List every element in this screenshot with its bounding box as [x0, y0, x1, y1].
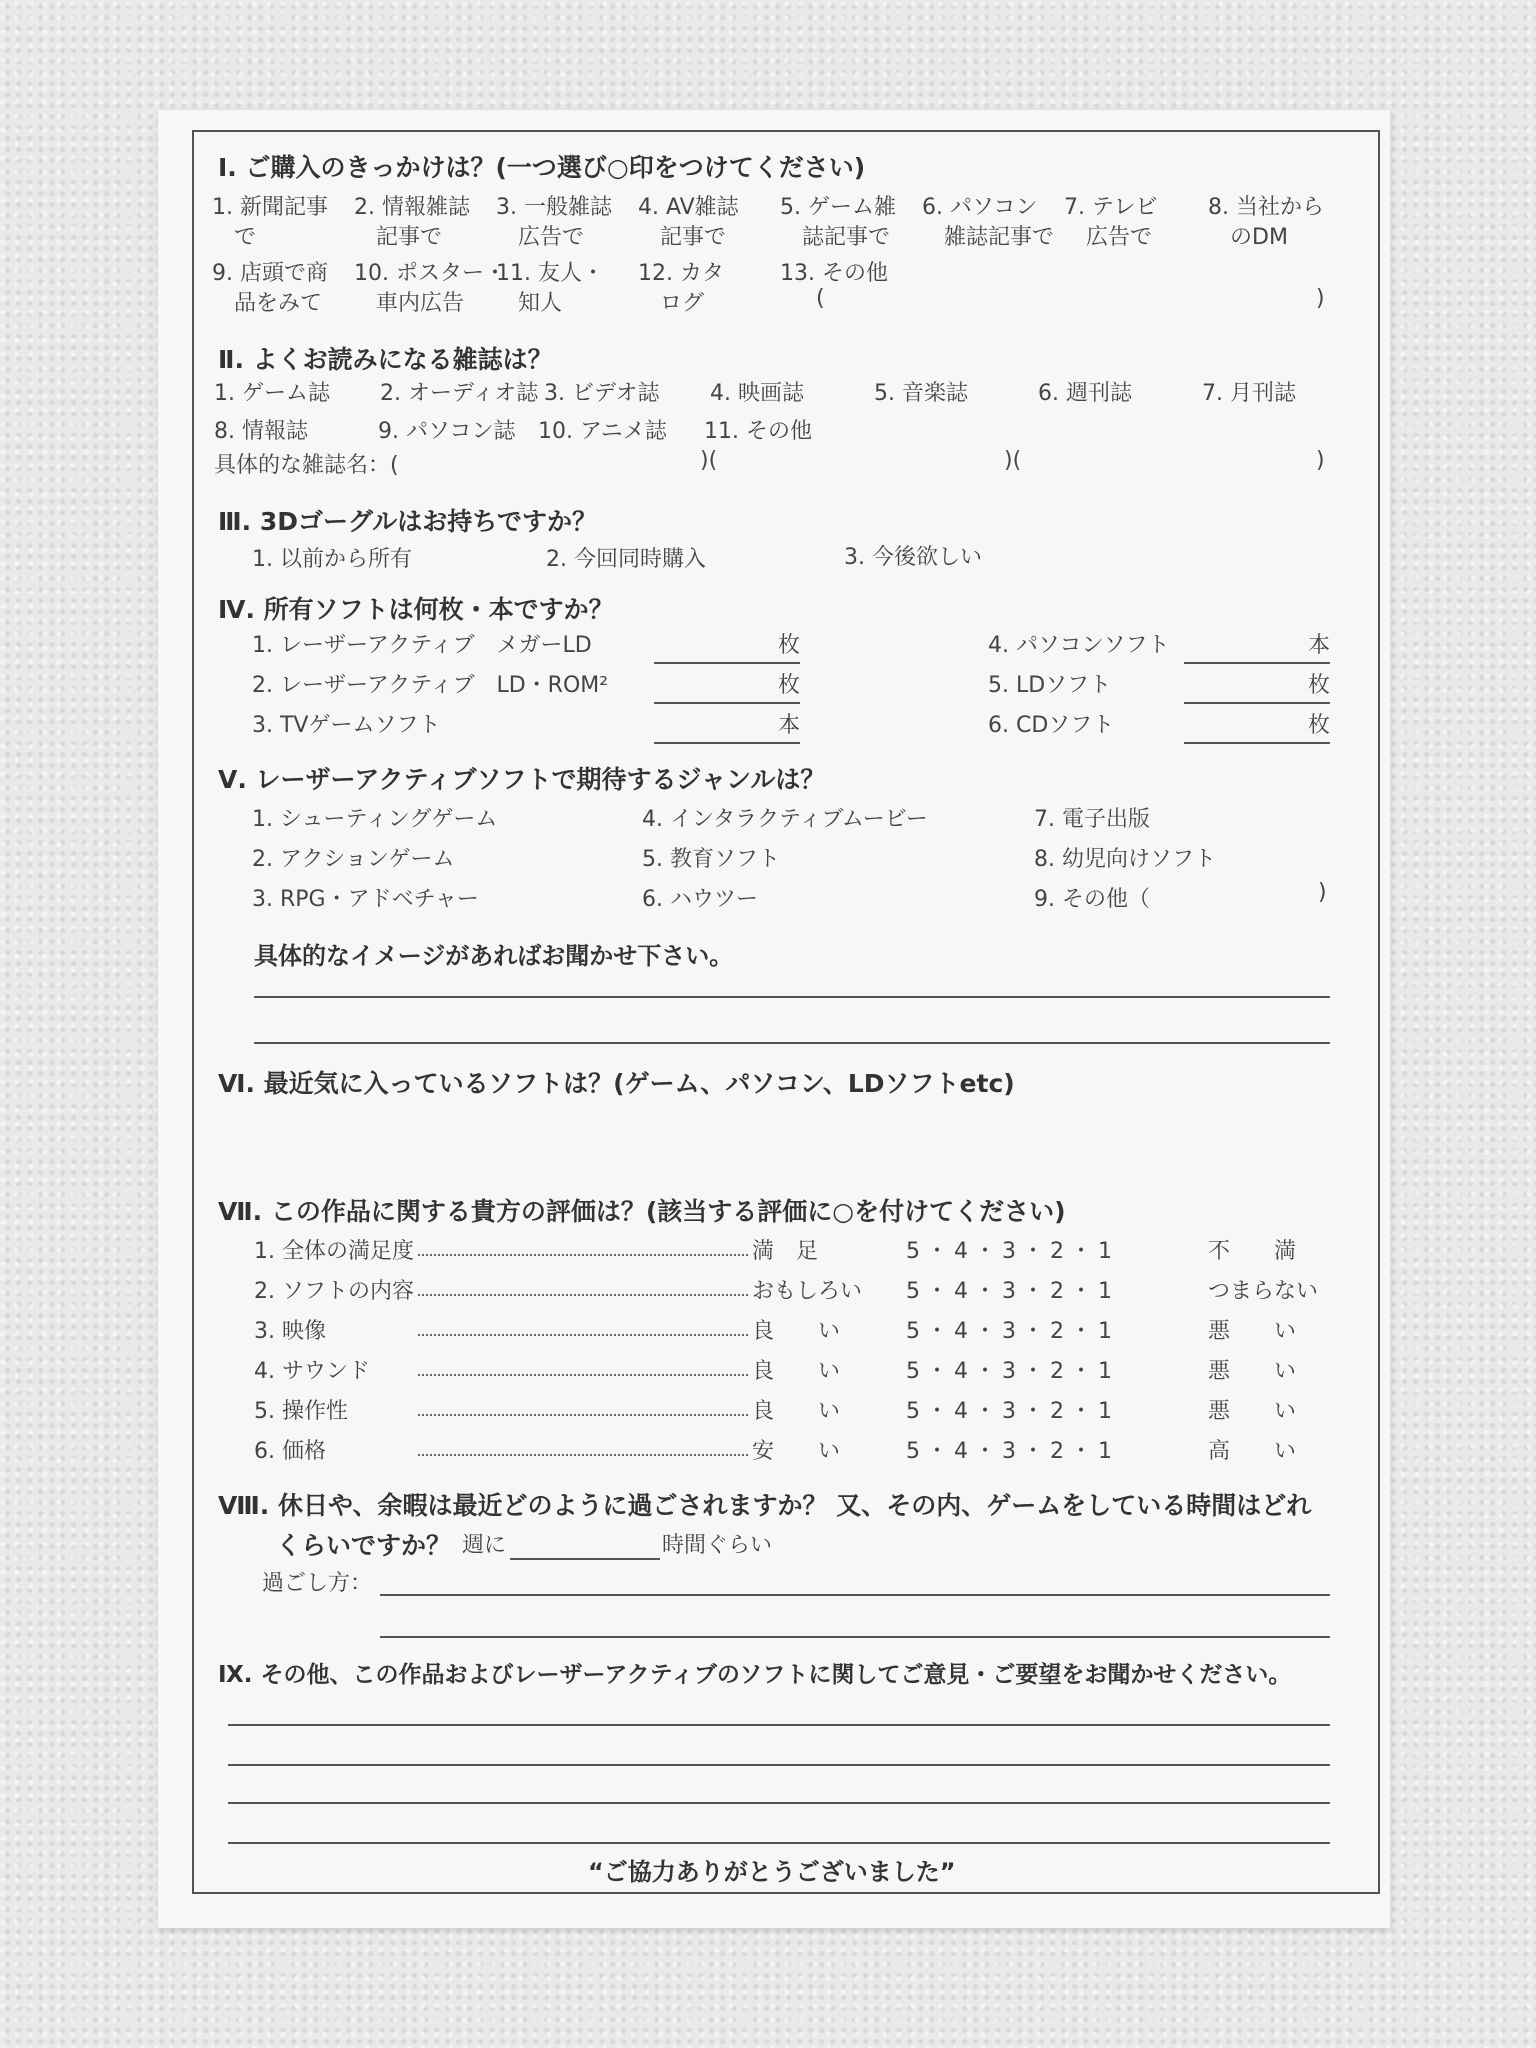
q3-option-3: 3. 今後欲しい [844, 545, 982, 570]
q1-close-paren: ) [1316, 286, 1325, 311]
thanks-note: “ご協力ありがとうございました” [588, 1858, 956, 1886]
q7-row-high-1: 満 足 [752, 1239, 819, 1264]
q7-row-scale-1: 5・4・3・2・1 [906, 1239, 1118, 1264]
q7-row-leader-6 [418, 1454, 748, 1456]
q1-option-9-line2: 品をみて [234, 291, 323, 316]
q8-heading-line-2: くらいですか？ [276, 1531, 452, 1560]
q4-left-unit-1: 枚 [778, 633, 801, 658]
q1-option-3-line2: 広告で [518, 225, 585, 250]
q7-row-low-1: 不 満 [1208, 1239, 1297, 1264]
q7-row-scale-3: 5・4・3・2・1 [906, 1319, 1118, 1344]
q8-heading-line-1: Ⅷ. 休日や、余暇は最近どのように過ごされますか？ 又、その内、ゲームをしている時間はどれ [218, 1491, 1312, 1520]
q7-row-high-5: 良 い [752, 1399, 841, 1424]
q4-heading: Ⅳ. 所有ソフトは何枚・本ですか？ [218, 595, 614, 624]
q7-row-high-2: おもしろい [752, 1279, 863, 1304]
q7-row-low-4: 悪 い [1208, 1359, 1297, 1384]
q5-answer-line-2[interactable] [254, 1042, 1330, 1044]
q4-left-unit-3: 本 [778, 713, 801, 738]
q1-option-6: 6. パソコン [922, 195, 1038, 220]
q4-left-count-input-1[interactable] [654, 662, 800, 664]
q3-heading: Ⅲ. 3Dゴーグルはお持ちですか？ [218, 507, 597, 536]
q5-option-2: 2. アクションゲーム [252, 847, 455, 872]
q7-row-leader-4 [418, 1374, 748, 1376]
q6-heading: Ⅵ. 最近気に入っているソフトは？(ゲーム、パソコン、LDソフトetc) [218, 1069, 1015, 1098]
q1-option-1: 1. 新聞記事 [212, 195, 328, 220]
q5-option-5: 5. 教育ソフト [642, 847, 780, 872]
q1-option-12: 12. カタ [638, 261, 724, 286]
q4-right-unit-1: 本 [1308, 633, 1331, 658]
q5-option-7: 7. 電子出版 [1034, 807, 1150, 832]
q7-heading: Ⅶ. この作品に関する貴方の評価は？(該当する評価に○を付けてください) [218, 1197, 1066, 1226]
q9-line-3[interactable] [228, 1802, 1330, 1804]
q7-row-scale-5: 5・4・3・2・1 [906, 1399, 1118, 1424]
q5-option-8: 8. 幼児向けソフト [1034, 847, 1216, 872]
q7-row-high-3: 良 い [752, 1319, 841, 1344]
q2-option-7: 7. 月刊誌 [1202, 381, 1296, 406]
q7-row-scale-2: 5・4・3・2・1 [906, 1279, 1118, 1304]
q2-option-10: 10. アニメ誌 [538, 419, 667, 444]
q8-how-line-2[interactable] [380, 1636, 1330, 1638]
q7-row-label-4: 4. サウンド [254, 1359, 370, 1384]
q4-left-unit-2: 枚 [778, 673, 801, 698]
q7-row-leader-1 [418, 1254, 748, 1256]
q7-row-high-4: 良 い [752, 1359, 841, 1384]
q1-option-10: 10. ポスター・ [354, 261, 506, 286]
q7-row-label-5: 5. 操作性 [254, 1399, 348, 1424]
q3-option-1: 1. 以前から所有 [252, 547, 412, 572]
q5-close-paren: ) [1318, 880, 1327, 905]
q8-hours-input[interactable] [510, 1558, 660, 1560]
q4-left-count-input-3[interactable] [654, 742, 800, 744]
q7-row-low-5: 悪 い [1208, 1399, 1297, 1424]
q4-right-count-input-2[interactable] [1184, 702, 1330, 704]
q1-option-2-line2: 記事で [376, 225, 443, 250]
q2-option-6: 6. 週刊誌 [1038, 381, 1132, 406]
q8-hours-label: 時間ぐらい [662, 1533, 773, 1558]
q7-row-high-6: 安 い [752, 1439, 841, 1464]
q2-option-5: 5. 音楽誌 [874, 381, 968, 406]
q4-right-count-input-3[interactable] [1184, 742, 1330, 744]
q2-option-8: 8. 情報誌 [214, 419, 308, 444]
q5-image-prompt: 具体的なイメージがあればお聞かせ下さい。 [254, 942, 734, 970]
q1-option-8-line2: のDM [1230, 225, 1288, 250]
q4-right-count-input-1[interactable] [1184, 662, 1330, 664]
q1-option-5: 5. ゲーム雑 [780, 195, 896, 220]
q4-left-label-1: 1. レーザーアクティブ メガーLD [252, 633, 592, 658]
q2-heading: Ⅱ. よくお読みになる雑誌は？ [218, 345, 553, 374]
q5-option-3: 3. RPG・アドベチャー [252, 887, 479, 912]
q7-row-low-3: 悪 い [1208, 1319, 1297, 1344]
q8-week-label: 週に [462, 1533, 507, 1558]
q1-heading: Ⅰ. ご購入のきっかけは？(一つ選び○印をつけてください) [218, 153, 866, 182]
q4-right-unit-2: 枚 [1308, 673, 1331, 698]
q1-option-11-line2: 知人 [518, 291, 563, 316]
q1-option-3: 3. 一般雑誌 [496, 195, 612, 220]
q9-heading: Ⅸ. その他、この作品およびレーザーアクティブのソフトに関してご意見・ご要望をお聞かせください。 [218, 1662, 1292, 1688]
q1-option-8: 8. 当社から [1208, 195, 1324, 220]
q1-option-9: 9. 店頭で商 [212, 261, 328, 286]
q7-row-low-6: 高 い [1208, 1439, 1297, 1464]
q7-row-label-1: 1. 全体の満足度 [254, 1239, 414, 1264]
q2-names-label: 具体的な雑誌名：( [214, 453, 399, 478]
q3-option-2: 2. 今回同時購入 [546, 547, 706, 572]
q7-row-label-6: 6. 価格 [254, 1439, 326, 1464]
q5-heading: Ⅴ. レーザーアクティブソフトで期待するジャンルは？ [218, 765, 826, 794]
q7-row-scale-6: 5・4・3・2・1 [906, 1439, 1118, 1464]
q2-option-9: 9. パソコン誌 [378, 419, 516, 444]
q9-line-1[interactable] [228, 1724, 1330, 1726]
q8-how-line-1[interactable] [380, 1594, 1330, 1596]
q7-row-scale-4: 5・4・3・2・1 [906, 1359, 1118, 1384]
q1-option-10-line2: 車内広告 [376, 291, 465, 316]
survey-card [158, 110, 1390, 1928]
q1-option-5-line2: 誌記事で [802, 225, 891, 250]
q2-option-1: 1. ゲーム誌 [214, 381, 330, 406]
q4-right-unit-3: 枚 [1308, 713, 1331, 738]
q1-option-6-line2: 雑誌記事で [944, 225, 1055, 250]
q2-option-4: 4. 映画誌 [710, 381, 804, 406]
q2-sep-1: )( [700, 448, 718, 473]
q4-left-label-3: 3. TVゲームソフト [252, 713, 441, 738]
q5-answer-line-1[interactable] [254, 996, 1330, 998]
q1-option-2: 2. 情報雑誌 [354, 195, 470, 220]
q1-option-4-line2: 記事で [660, 225, 727, 250]
q1-option-12-line2: ログ [660, 291, 705, 316]
q2-sep-2: )( [1004, 448, 1022, 473]
q4-left-count-input-2[interactable] [654, 702, 800, 704]
q4-right-label-2: 5. LDソフト [988, 673, 1112, 698]
q2-option-11: 11. その他 [704, 419, 812, 444]
q7-row-leader-2 [418, 1294, 748, 1296]
q4-right-label-3: 6. CDソフト [988, 713, 1115, 738]
q7-row-leader-5 [418, 1414, 748, 1416]
q2-option-2: 2. オーディオ誌 [380, 381, 539, 406]
q7-row-label-2: 2. ソフトの内容 [254, 1279, 414, 1304]
q2-close-paren: ) [1316, 448, 1325, 473]
q2-option-3: 3. ビデオ誌 [544, 381, 660, 406]
q5-option-6: 6. ハウツー [642, 887, 758, 912]
q1-option-1-line2: で [234, 225, 257, 250]
q1-option-7: 7. テレビ [1064, 195, 1158, 220]
q9-line-4[interactable] [228, 1842, 1330, 1844]
q4-right-label-1: 4. パソコンソフト [988, 633, 1170, 658]
q7-row-leader-3 [418, 1334, 748, 1336]
q4-left-label-2: 2. レーザーアクティブ LD・ROM² [252, 673, 609, 698]
q1-option-11: 11. 友人・ [496, 261, 604, 286]
q7-row-low-2: つまらない [1208, 1279, 1319, 1304]
q8-how-label: 過ごし方： [262, 1571, 373, 1596]
q1-option-7-line2: 広告で [1086, 225, 1153, 250]
q7-row-label-3: 3. 映像 [254, 1319, 326, 1344]
q1-option-13-line2: ( [816, 286, 825, 311]
q1-option-4: 4. AV雑誌 [638, 195, 739, 220]
q1-option-13: 13. その他 [780, 261, 888, 286]
q5-option-4: 4. インタラクティブムービー [642, 807, 928, 832]
q9-line-2[interactable] [228, 1764, 1330, 1766]
q5-option-1: 1. シューティングゲーム [252, 807, 498, 832]
q5-option-9: 9. その他（ [1034, 887, 1150, 912]
